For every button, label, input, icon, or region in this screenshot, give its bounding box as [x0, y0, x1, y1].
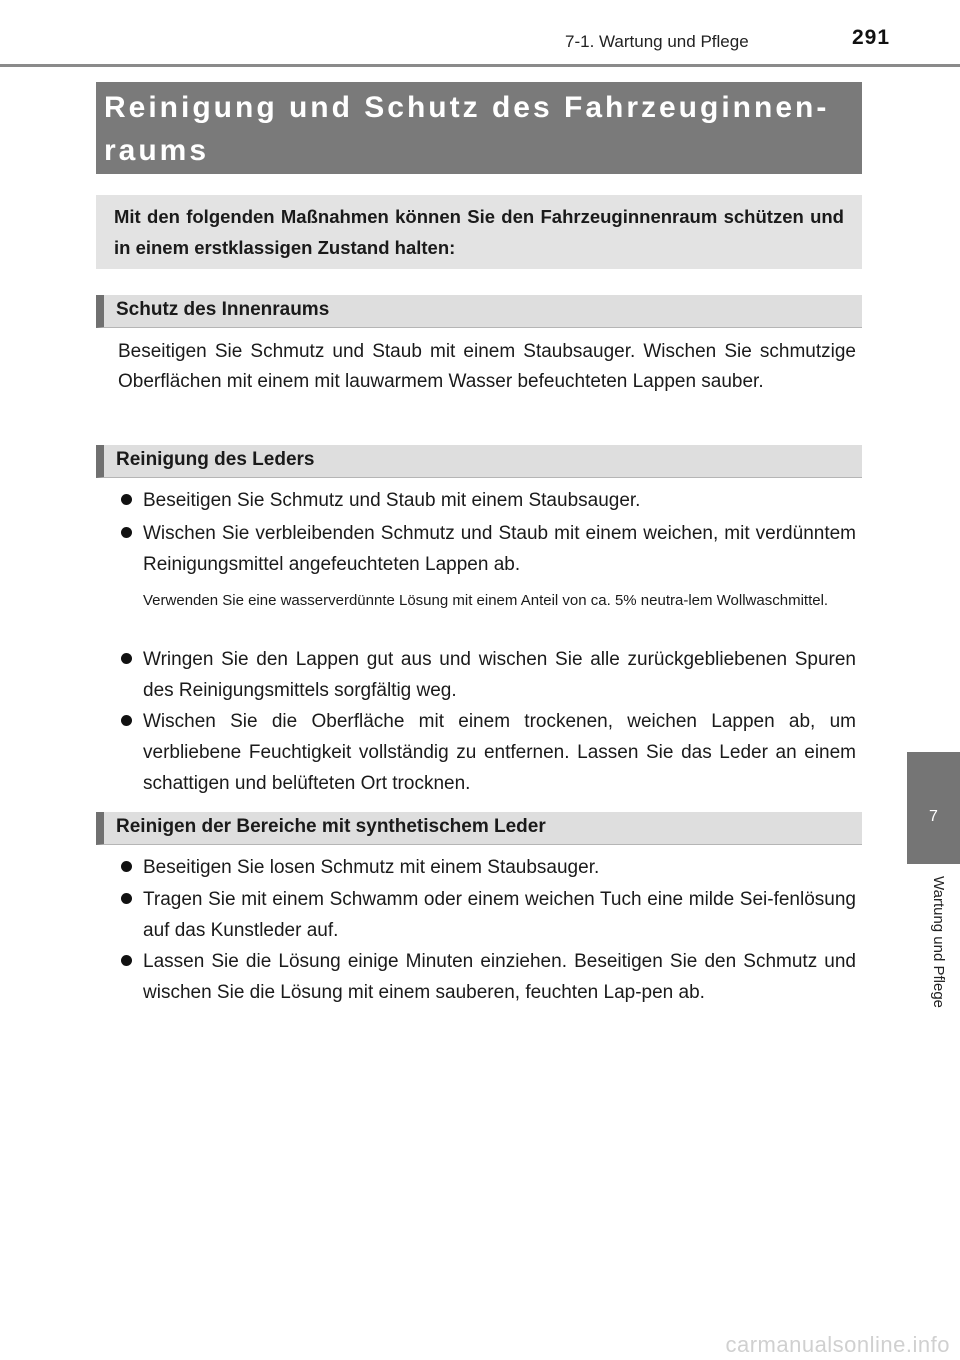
chapter-tab-number: 7 [929, 808, 938, 825]
list-item-text: Wischen Sie die Oberfläche mit einem trockenen, weichen Lappen ab, um verbliebene Feuchtigkeit vollständig zu entfernen. Lassen Sie das Leder an einem schattigen und belüfteten Ort trocknen. [143, 711, 856, 794]
list-item [118, 518, 856, 580]
section-heading-schutz [96, 295, 862, 328]
list-item-text: Beseitigen Sie losen Schmutz mit einem Staubsauger. [143, 857, 600, 878]
header-divider [0, 64, 960, 67]
header-section-title: 7-1. Wartung und Pflege [565, 32, 749, 51]
chapter-title-box [96, 82, 862, 174]
list-item [118, 706, 856, 799]
chapter-tab [907, 752, 960, 864]
bullet-icon [121, 653, 132, 664]
bullet-icon [121, 893, 132, 904]
list-item [118, 485, 856, 516]
section-heading-label: Reinigung des Leders [116, 449, 315, 470]
section-paragraph: Beseitigen Sie Schmutz und Staub mit einem Staubsauger. Wischen Sie schmutzige Oberflächen mit einem mit lauwarmem Wasser befeuchteten Lappen sauber. [118, 341, 856, 392]
bullet-icon [121, 861, 132, 872]
list-item-text: Lassen Sie die Lösung einige Minuten einziehen. Beseitigen Sie den Schmutz und wischen Sie die Lösung mit einem sauberen, feuchten Lap-pen ab. [143, 951, 856, 1003]
page-number: 291 [852, 26, 891, 49]
list-item [118, 644, 856, 706]
list-item-text: Tragen Sie mit einem Schwamm oder einem weichen Tuch eine milde Sei-fenlösung auf das Kunstleder auf. [143, 889, 856, 941]
section-heading-leder [96, 445, 862, 478]
chapter-title [104, 86, 844, 172]
list-item-text: Beseitigen Sie Schmutz und Staub mit einem Staubsauger. [143, 490, 641, 511]
bullet-icon [121, 527, 132, 538]
bullet-icon [121, 715, 132, 726]
note-text: Verwenden Sie eine wasserverdünnte Lösung mit einem Anteil von ca. 5% neutra-lem Wollwaschmittel. [143, 592, 829, 609]
section-heading-label: Reinigen der Bereiche mit synthetischem Leder [116, 816, 546, 837]
list-item [118, 884, 856, 946]
chapter-title-line2: raums [104, 134, 210, 167]
section-heading-kunstleder [96, 812, 862, 845]
list-item-text: Wischen Sie verbleibenden Schmutz und Staub mit einem weichen, mit verdünntem Reinigungsmittel angefeuchteten Lappen ab. [143, 523, 856, 575]
chapter-title-line1: Reinigung und Schutz des Fahrzeuginnen- [104, 91, 830, 124]
section-heading-label: Schutz des Innenraums [116, 299, 330, 320]
list-item-text: Wringen Sie den Lappen gut aus und wischen Sie alle zurückgebliebenen Spuren des Reinigungsmittels sorgfältig weg. [143, 649, 856, 701]
intro-text: Mit den folgenden Maßnahmen können Sie den Fahrzeuginnenraum schützen und in einem erstklassigen Zustand halten: [114, 206, 844, 258]
list-item [118, 852, 856, 883]
intro-box [96, 195, 862, 269]
watermark-text: carmanualsonline.info [725, 1332, 950, 1357]
bullet-icon [121, 494, 132, 505]
bullet-icon [121, 955, 132, 966]
list-item [118, 946, 856, 1008]
chapter-tab-label: Wartung und Pflege [930, 876, 947, 1009]
